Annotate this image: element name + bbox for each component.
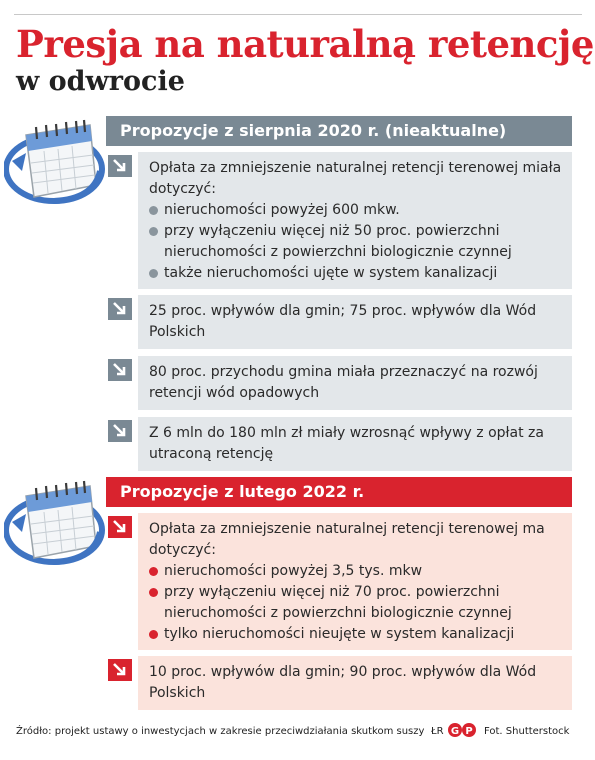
info-card-2020-revenue-split: 25 proc. wpływów dla gmin; 75 proc. wpływów dla Wód Polskich	[138, 295, 572, 349]
author-initials: ŁR	[431, 726, 444, 737]
list-item: tylko nieruchomości nieujęte w system kanalizacji	[149, 624, 562, 645]
bullet-dot	[149, 269, 158, 278]
photo-credit: Fot. Shutterstock	[484, 726, 570, 737]
bullet-dot	[149, 227, 158, 236]
list-item: przy wyłączeniu więcej niż 50 proc. powierzchni nieruchomości z powierzchni biologicznie czynnej	[149, 221, 562, 263]
bullet-dot	[149, 588, 158, 597]
list-item: także nieruchomości ujęte w system kanalizacji	[149, 263, 562, 284]
arrow-marker-icon	[108, 420, 132, 442]
svg-text:P: P	[465, 726, 473, 737]
arrow-marker-icon	[108, 659, 132, 681]
arrow-marker-icon	[108, 516, 132, 538]
page-subtitle: w odwrocie	[16, 66, 185, 97]
section-heading-2020: Propozycje z sierpnia 2020 r. (nieaktualne)	[106, 116, 572, 146]
gp-logo-icon	[447, 722, 477, 738]
bullet-dot	[149, 206, 158, 215]
bullet-dot	[149, 567, 158, 576]
source-note: Źródło: projekt ustawy o inwestycjach w zakresie przeciwdziałania skutkom suszy	[16, 726, 425, 737]
bullet-dot	[149, 630, 158, 639]
info-card-2020-coverage	[138, 152, 572, 289]
calendar-icon	[4, 474, 116, 574]
info-card-2020-municipal-use: 80 proc. przychodu gmina miała przeznaczyć na rozwój retencji wód opadowych	[138, 356, 572, 410]
info-card-2020-income-growth: Z 6 mln do 180 mln zł miały wzrosnąć wpływy z opłat za utraconą retencję	[138, 417, 572, 471]
page-title: Presja na naturalną retencję	[16, 22, 594, 66]
section-heading-2022: Propozycje z lutego 2022 r.	[106, 477, 572, 507]
card-intro: Opłata za zmniejszenie naturalnej retencji terenowej ma dotyczyć:	[149, 521, 545, 558]
card-intro: Opłata za zmniejszenie naturalnej retencji terenowej miała dotyczyć:	[149, 160, 562, 197]
info-card-2022-revenue-split: 10 proc. wpływów dla gmin; 90 proc. wpływów dla Wód Polskich	[138, 656, 572, 710]
list-item: nieruchomości powyżej 3,5 tys. mkw	[149, 561, 562, 582]
list-item: nieruchomości powyżej 600 mkw.	[149, 200, 562, 221]
top-rule	[14, 14, 582, 15]
arrow-marker-icon	[108, 359, 132, 381]
list-item: przy wyłączeniu więcej niż 70 proc. powierzchni nieruchomości z powierzchni biologicznie czynnej	[149, 582, 562, 624]
info-card-2022-coverage	[138, 513, 572, 650]
arrow-marker-icon	[108, 298, 132, 320]
svg-text:G: G	[450, 726, 460, 737]
calendar-icon	[4, 113, 116, 213]
arrow-marker-icon	[108, 155, 132, 177]
